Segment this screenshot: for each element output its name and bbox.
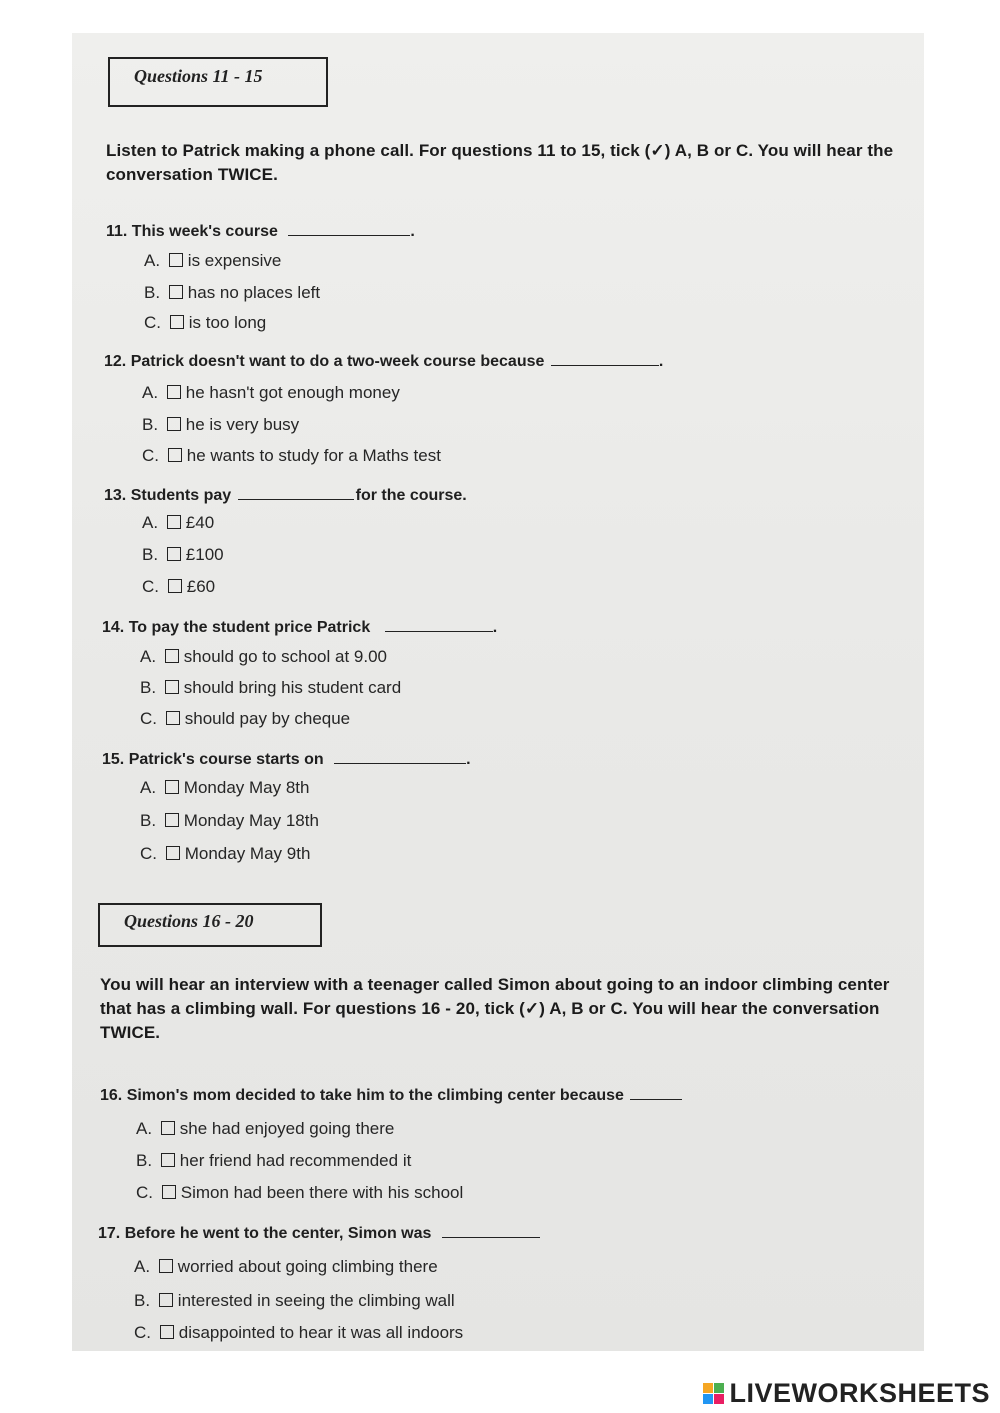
option-letter: A. — [140, 778, 161, 797]
option-text: Monday May 9th — [184, 844, 311, 863]
option-b[interactable] — [134, 1291, 455, 1311]
option-text: interested in seeing the climbing wall — [177, 1291, 455, 1310]
question-stem: 12. Patrick doesn't want to do a two-week course because — [104, 353, 545, 370]
option-letter: B. — [142, 545, 163, 564]
question-suffix: . — [410, 223, 415, 240]
option-a[interactable] — [140, 778, 309, 798]
option-text: he wants to study for a Maths test — [186, 446, 441, 465]
question-stem: 15. Patrick's course starts on — [102, 751, 324, 768]
option-text: Monday May 8th — [183, 778, 310, 797]
watermark-text: LIVEWORKSHEETS — [729, 1378, 990, 1408]
section-title-11-15: Questions 11 - 15 — [108, 57, 328, 107]
option-letter: A. — [144, 251, 165, 270]
checkbox-icon[interactable] — [161, 1153, 175, 1167]
option-letter: C. — [140, 709, 162, 728]
question-stem: 13. Students pay — [104, 487, 232, 504]
option-c[interactable] — [140, 709, 350, 729]
section-instructions: Listen to Patrick making a phone call. For questions 11 to 15, tick (✓) A, B or C. You will hear the conversation TWICE. — [106, 141, 894, 184]
option-a[interactable] — [142, 513, 214, 533]
option-b[interactable] — [142, 545, 224, 565]
checkbox-icon[interactable] — [167, 417, 181, 431]
checkbox-icon[interactable] — [165, 813, 179, 827]
checkbox-icon[interactable] — [160, 1325, 174, 1339]
option-a[interactable] — [136, 1119, 394, 1139]
checkbox-icon[interactable] — [166, 711, 180, 725]
option-c[interactable] — [134, 1323, 463, 1343]
option-text: should pay by cheque — [184, 709, 351, 728]
option-text: should bring his student card — [183, 678, 402, 697]
answer-blank — [442, 1223, 540, 1238]
checkbox-icon[interactable] — [165, 680, 179, 694]
option-text: is too long — [188, 313, 267, 332]
question-16 — [100, 1085, 682, 1105]
question-11 — [106, 221, 415, 241]
answer-blank — [551, 351, 659, 366]
option-b[interactable] — [144, 283, 320, 303]
question-13 — [104, 485, 467, 505]
option-b[interactable] — [140, 811, 319, 831]
answer-blank — [334, 749, 466, 764]
checkbox-icon[interactable] — [159, 1259, 173, 1273]
option-c[interactable] — [142, 577, 215, 597]
option-letter: C. — [136, 1183, 158, 1202]
section-title-16-20: Questions 16 - 20 — [98, 903, 322, 947]
option-text: disappointed to hear it was all indoors — [178, 1323, 464, 1342]
checkbox-icon[interactable] — [168, 448, 182, 462]
option-letter: B. — [134, 1291, 155, 1310]
answer-blank — [288, 221, 410, 236]
answer-blank — [385, 617, 493, 632]
checkbox-icon[interactable] — [170, 315, 184, 329]
option-letter: C. — [144, 313, 166, 332]
liveworksheets-logo-icon — [703, 1383, 725, 1405]
option-a[interactable] — [144, 251, 281, 271]
option-text: he is very busy — [185, 415, 300, 434]
question-14 — [102, 617, 497, 637]
option-a[interactable] — [142, 383, 400, 403]
checkbox-icon[interactable] — [168, 579, 182, 593]
option-c[interactable] — [136, 1183, 463, 1203]
question-suffix: . — [466, 751, 471, 768]
option-letter: B. — [140, 811, 161, 830]
checkbox-icon[interactable] — [169, 253, 183, 267]
option-b[interactable] — [140, 678, 401, 698]
option-letter: B. — [136, 1151, 157, 1170]
option-text: is expensive — [187, 251, 282, 270]
option-text: £40 — [185, 513, 215, 532]
checkbox-icon[interactable] — [167, 547, 181, 561]
option-letter: A. — [140, 647, 161, 666]
option-a[interactable] — [134, 1257, 438, 1277]
option-letter: C. — [142, 446, 164, 465]
question-suffix: . — [658, 353, 664, 370]
question-suffix: for the course. — [355, 487, 467, 504]
option-letter: A. — [142, 513, 163, 532]
worksheet-photo — [72, 33, 924, 1351]
checkbox-icon[interactable] — [159, 1293, 173, 1307]
question-15 — [102, 749, 471, 769]
checkbox-icon[interactable] — [166, 846, 180, 860]
checkbox-icon[interactable] — [162, 1185, 176, 1199]
option-text: Simon had been there with his school — [180, 1183, 464, 1202]
option-letter: B. — [142, 415, 163, 434]
option-a[interactable] — [140, 647, 387, 667]
option-letter: C. — [134, 1323, 156, 1342]
section-instructions: You will hear an interview with a teenager called Simon about going to an indoor climbing center that has a climbing wall. For questions 16 - 20, tick (✓) A, B or C. You will hear the conversation TWICE. — [100, 975, 890, 1042]
checkbox-icon[interactable] — [167, 385, 181, 399]
option-text: £60 — [186, 577, 216, 596]
checkbox-icon[interactable] — [167, 515, 181, 529]
question-stem: 14. To pay the student price Patrick — [102, 619, 371, 636]
option-c[interactable] — [142, 446, 441, 466]
checkbox-icon[interactable] — [161, 1121, 175, 1135]
option-b[interactable] — [136, 1151, 411, 1171]
question-stem: 11. This week's course — [106, 223, 278, 240]
worksheet-page — [72, 33, 924, 1351]
option-letter: A. — [134, 1257, 155, 1276]
option-text: has no places left — [187, 283, 321, 302]
option-text: worried about going climbing there — [177, 1257, 438, 1276]
checkbox-icon[interactable] — [169, 285, 183, 299]
question-12 — [104, 351, 663, 371]
answer-blank — [630, 1085, 682, 1100]
option-letter: B. — [140, 678, 161, 697]
checkbox-icon[interactable] — [165, 649, 179, 663]
option-text: she had enjoyed going there — [179, 1119, 395, 1138]
option-letter: A. — [136, 1119, 157, 1138]
answer-blank — [238, 485, 354, 500]
option-text: her friend had recommended it — [179, 1151, 412, 1170]
checkbox-icon[interactable] — [165, 780, 179, 794]
option-letter: B. — [144, 283, 165, 302]
question-stem: 16. Simon's mom decided to take him to the climbing center because — [100, 1087, 624, 1104]
option-c[interactable] — [144, 313, 266, 333]
question-suffix: . — [492, 619, 498, 636]
question-stem: 17. Before he went to the center, Simon was — [98, 1225, 432, 1242]
option-text: Monday May 18th — [183, 811, 319, 830]
option-text: he hasn't got enough money — [185, 383, 400, 402]
option-letter: C. — [142, 577, 164, 596]
option-b[interactable] — [142, 415, 299, 435]
option-text: £100 — [185, 545, 224, 564]
option-c[interactable] — [140, 844, 310, 864]
option-letter: C. — [140, 844, 162, 863]
option-letter: A. — [142, 383, 163, 402]
question-17 — [98, 1223, 540, 1243]
option-text: should go to school at 9.00 — [183, 647, 387, 666]
liveworksheets-watermark — [703, 1378, 990, 1409]
